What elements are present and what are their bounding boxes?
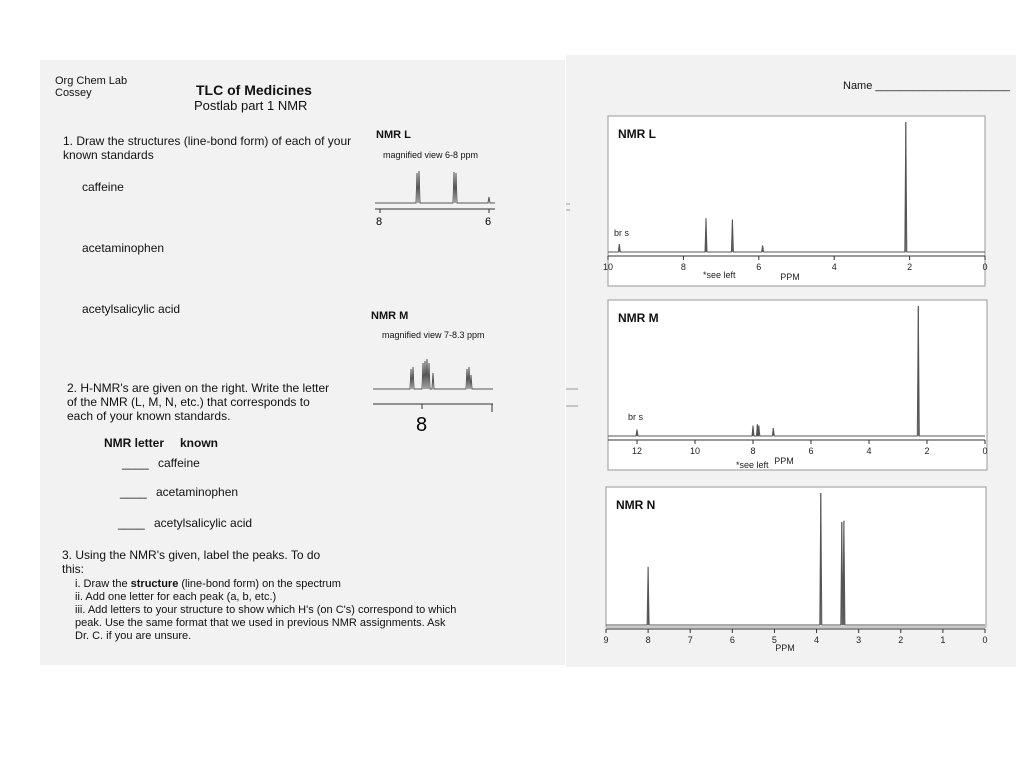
x-tick-label: 4 (814, 635, 820, 645)
inset-l-plot (370, 165, 575, 227)
answer-label-acetylsalicylic-acid: acetylsalicylic acid (154, 516, 253, 530)
x-tick-label: 8 (680, 262, 686, 272)
inset-l-tick-label: 6 (485, 216, 492, 227)
question-1: 1. Draw the structures (line-bond form) of each of your known standards (63, 134, 352, 162)
q3-step-i-pre: i. Draw the (75, 578, 131, 590)
q1-item-acetylsalicylic-acid: acetylsalicylic acid (82, 302, 181, 316)
chart-title: NMR N (616, 498, 656, 512)
q3-step-i-bold: structure (130, 578, 179, 590)
nmr-n-spectrum (600, 485, 1000, 660)
x-axis-label: PPM (775, 643, 795, 653)
q3-step-i-post: (line-bond form) on the spectrum (178, 578, 341, 590)
course-label: Org Chem Lab (55, 75, 128, 87)
x-tick-label: 0 (982, 262, 988, 272)
x-tick-label: 8 (750, 446, 756, 456)
col-nmr-letter: NMR letter (104, 436, 165, 450)
inset-m-tick-label: 8 (416, 414, 428, 436)
x-tick-label: 3 (856, 635, 862, 645)
x-axis-label: PPM (774, 456, 794, 466)
plot-frame (608, 300, 987, 470)
x-tick-label: 2 (907, 262, 913, 272)
col-known: known (180, 436, 218, 450)
x-tick-label: 0 (982, 635, 988, 645)
x-tick-label: 6 (729, 635, 735, 645)
inset-l-trace (375, 171, 495, 203)
x-tick-label: 6 (756, 262, 762, 272)
inset-l-title: NMR L (376, 129, 411, 141)
annotation-see-left: *see left (736, 460, 769, 470)
nmr-m-spectrum (600, 298, 1000, 473)
nmr-l-spectrum (600, 112, 1000, 287)
answer-blank-acetaminophen[interactable]: ____ (120, 485, 147, 499)
annotation-br-s: br s (614, 228, 630, 238)
question-3: 3. Using the NMR's given, label the peaks. To do this: (62, 548, 321, 576)
inset-m-plot (370, 345, 585, 440)
plot-frame (608, 116, 988, 286)
x-axis-label: PPM (780, 272, 800, 282)
x-tick-label: 2 (924, 446, 930, 456)
plot-frame (606, 487, 986, 627)
question-2: 2. H-NMR's are given on the right. Write the letter of the NMR (L, M, N, etc.) that corresponds to each of your known standards. (67, 381, 330, 423)
q3-step-iii: iii. Add letters to your structure to show which H's (on C's) correspond to which peak. Use the same format that we used in previous NMR assignments. Ask Dr. C. if you are unsure. (75, 604, 457, 642)
q3-step-i (75, 578, 341, 590)
answer-label-caffeine: caffeine (158, 456, 200, 470)
x-tick-label: 8 (645, 635, 651, 645)
x-tick-label: 10 (689, 446, 701, 456)
x-tick-label: 4 (866, 446, 872, 456)
x-tick-label: 0 (982, 446, 988, 456)
inset-l-tick-label: 8 (376, 216, 383, 227)
inset-m-subtitle: magnified view 7-8.3 ppm (382, 330, 485, 340)
x-tick-label: 5 (771, 635, 777, 645)
chart-title: NMR L (618, 127, 656, 141)
name-field[interactable]: Name ______________________ (843, 80, 1010, 92)
inset-m-title: NMR M (371, 310, 409, 322)
chart-title: NMR M (618, 311, 659, 325)
x-tick-label: 1 (940, 635, 946, 645)
q1-item-acetaminophen: acetaminophen (82, 241, 165, 255)
x-tick-label: 2 (898, 635, 904, 645)
page-subtitle: Postlab part 1 NMR (194, 98, 308, 113)
x-tick-label: 10 (602, 262, 614, 272)
inset-l-subtitle: magnified view 6-8 ppm (383, 150, 479, 160)
x-tick-label: 4 (831, 262, 837, 272)
q3-step-ii: ii. Add one letter for each peak (a, b, etc.) (75, 591, 277, 603)
answer-blank-caffeine[interactable]: ____ (122, 456, 149, 470)
annotation-br-s: br s (628, 412, 644, 422)
q1-item-caffeine: caffeine (82, 180, 124, 194)
answer-blank-acetylsalicylic-acid[interactable]: ____ (118, 516, 145, 530)
answer-label-acetaminophen: acetaminophen (156, 485, 239, 499)
x-tick-label: 7 (687, 635, 693, 645)
x-tick-label: 12 (631, 446, 643, 456)
page-title: TLC of Medicines (196, 82, 312, 98)
x-tick-label: 9 (603, 635, 609, 645)
instructor-label: Cossey (55, 87, 92, 99)
annotation-see-left: *see left (703, 270, 736, 280)
x-tick-label: 6 (808, 446, 814, 456)
inset-m-trace (373, 359, 493, 389)
